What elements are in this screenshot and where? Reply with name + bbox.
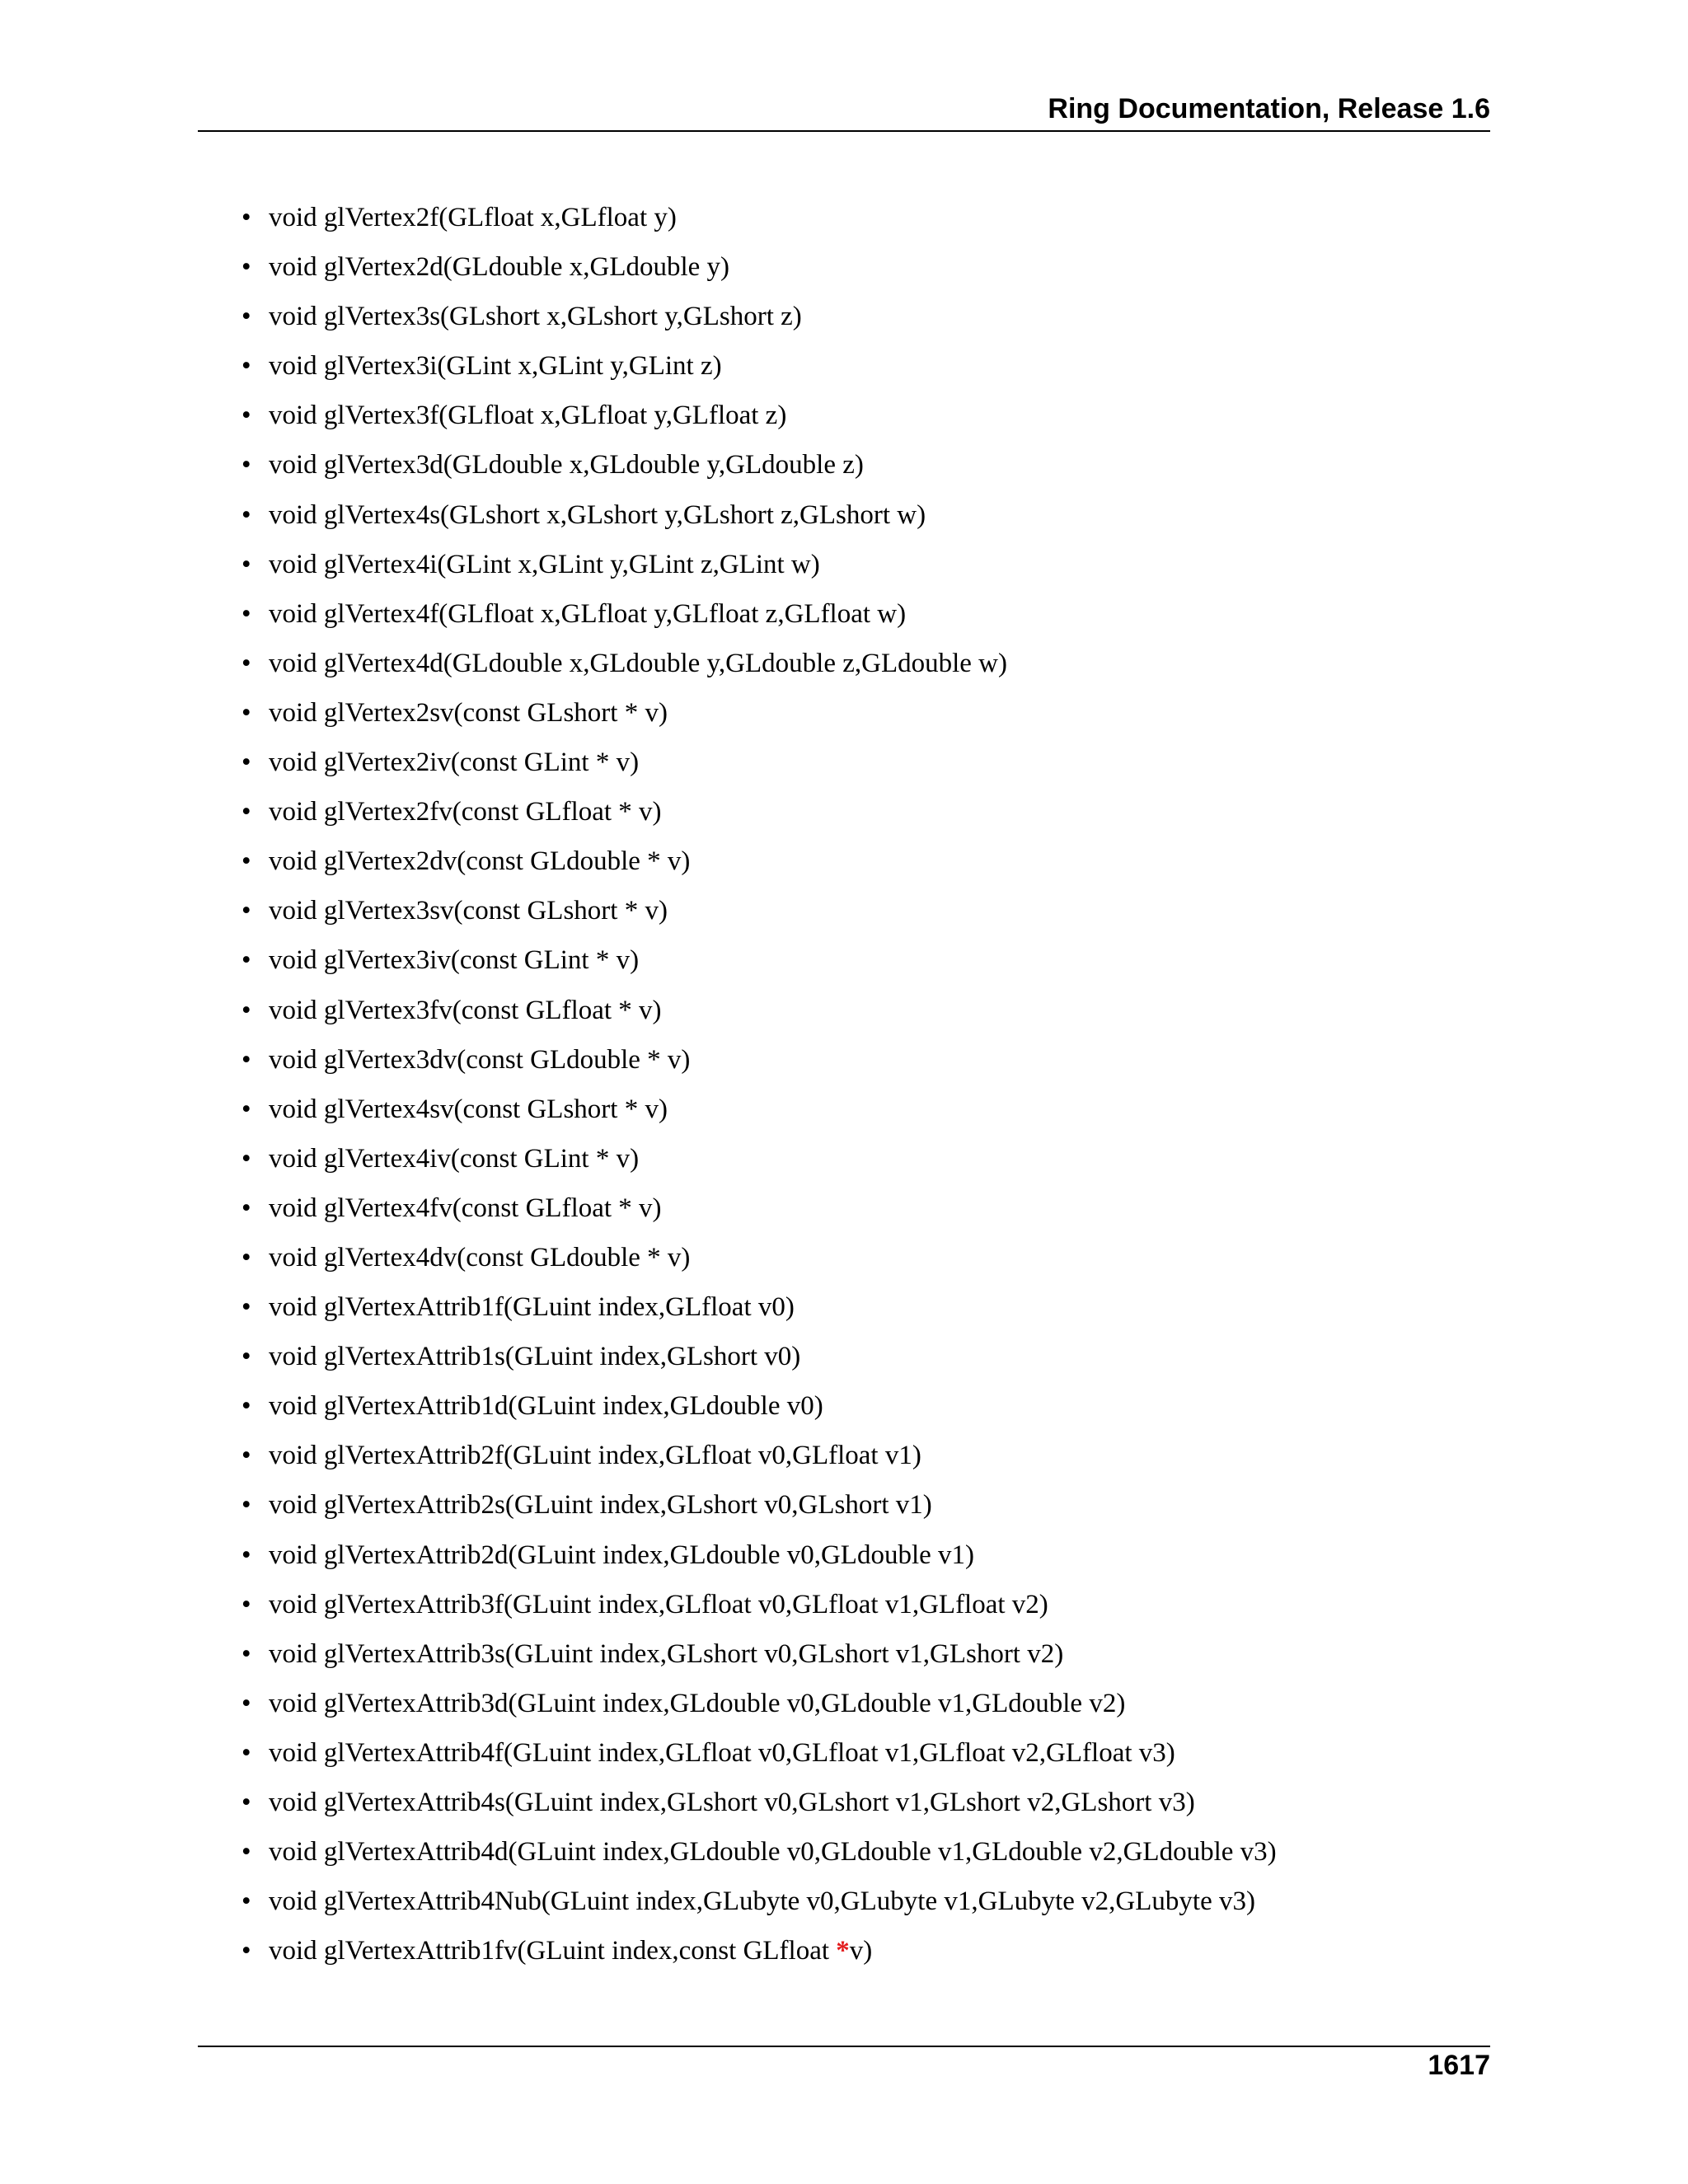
item-text: void glVertexAttrib4d(GLuint index,GLdouble v0,GLdouble v1,GLdouble v2,GLdouble v3) bbox=[269, 1837, 1277, 1868]
list-item bbox=[241, 644, 1277, 693]
list-item bbox=[241, 1287, 1277, 1337]
list-item bbox=[241, 1783, 1277, 1832]
list-item bbox=[241, 1585, 1277, 1634]
item-text: void glVertexAttrib4f(GLuint index,GLfloat v0,GLfloat v1,GLfloat v2,GLfloat v3) bbox=[269, 1737, 1175, 1768]
list-item bbox=[241, 1436, 1277, 1485]
item-text: void glVertex2d(GLdouble x,GLdouble y) bbox=[269, 252, 730, 283]
bullet: • bbox=[241, 401, 251, 431]
item-text: void glVertex4fv(const GLfloat * v) bbox=[269, 1193, 662, 1223]
bullet: • bbox=[241, 648, 251, 678]
list-item bbox=[241, 445, 1277, 494]
list-item bbox=[241, 1040, 1277, 1090]
list-item bbox=[241, 1337, 1277, 1386]
list-item bbox=[241, 594, 1277, 644]
bullet: • bbox=[241, 748, 251, 778]
bullet: • bbox=[241, 1540, 251, 1570]
bullet: • bbox=[241, 1788, 251, 1817]
list-item bbox=[241, 1485, 1277, 1535]
bullet: • bbox=[241, 598, 251, 629]
list-item bbox=[241, 1634, 1277, 1684]
list-item bbox=[241, 1090, 1277, 1139]
item-text: void glVertex4iv(const GLint * v) bbox=[269, 1143, 640, 1174]
bullet: • bbox=[241, 945, 251, 976]
bullet: • bbox=[241, 1292, 251, 1323]
list-item bbox=[241, 841, 1277, 891]
item-text: void glVertex3sv(const GLshort * v) bbox=[269, 896, 668, 926]
list-item bbox=[241, 792, 1277, 841]
item-text: void glVertex3s(GLshort x,GLshort y,GLshort z) bbox=[269, 302, 802, 332]
list-item bbox=[241, 198, 1277, 247]
bullet: • bbox=[241, 1886, 251, 1917]
list-item bbox=[241, 1882, 1277, 1931]
item-text: void glVertexAttrib1f(GLuint index,GLfloat v0) bbox=[269, 1292, 795, 1323]
bullet: • bbox=[241, 1094, 251, 1124]
list-item bbox=[241, 1684, 1277, 1733]
list-item bbox=[241, 1386, 1277, 1436]
bullet: • bbox=[241, 797, 251, 827]
bullet: • bbox=[241, 1193, 251, 1223]
bullet: • bbox=[241, 1837, 251, 1868]
item-text: void glVertexAttrib3f(GLuint index,GLfloat v0,GLfloat v1,GLfloat v2) bbox=[269, 1589, 1048, 1619]
item-text: void glVertex3i(GLint x,GLint y,GLint z) bbox=[269, 351, 722, 382]
list-item bbox=[241, 545, 1277, 594]
running-header-title: Ring Documentation, Release 1.6 bbox=[1048, 93, 1490, 124]
item-text: void glVertex4i(GLint x,GLint y,GLint z,GLint w) bbox=[269, 549, 820, 579]
bullet: • bbox=[241, 1688, 251, 1718]
bullet: • bbox=[241, 302, 251, 332]
item-text-prefix: void glVertexAttrib1fv(GLuint index,const GLfloat bbox=[269, 1936, 837, 1966]
item-text: void glVertex2sv(const GLshort * v) bbox=[269, 697, 668, 728]
item-text: void glVertex3f(GLfloat x,GLfloat y,GLfloat z) bbox=[269, 401, 787, 431]
list-item bbox=[241, 495, 1277, 545]
item-text: void glVertexAttrib4s(GLuint index,GLshort v0,GLshort v1,GLshort v2,GLshort v3) bbox=[269, 1788, 1195, 1817]
list-item bbox=[241, 693, 1277, 743]
item-text: void glVertex3fv(const GLfloat * v) bbox=[269, 995, 662, 1025]
list-item bbox=[241, 991, 1277, 1040]
item-text: void glVertexAttrib1s(GLuint index,GLshort v0) bbox=[269, 1342, 801, 1372]
item-text: void glVertexAttrib2f(GLuint index,GLfloat v0,GLfloat v1) bbox=[269, 1441, 921, 1471]
list-item bbox=[241, 743, 1277, 792]
item-text: void glVertexAttrib2d(GLuint index,GLdouble v0,GLdouble v1) bbox=[269, 1540, 975, 1570]
list-item bbox=[241, 396, 1277, 445]
list-item bbox=[241, 1733, 1277, 1783]
bullet: • bbox=[241, 995, 251, 1025]
item-text: void glVertex4sv(const GLshort * v) bbox=[269, 1094, 668, 1124]
bullet: • bbox=[241, 1490, 251, 1521]
item-text: void glVertexAttrib2s(GLuint index,GLshort v0,GLshort v1) bbox=[269, 1490, 932, 1521]
bullet: • bbox=[241, 549, 251, 579]
list-item bbox=[241, 1832, 1277, 1882]
item-text: void glVertex2fv(const GLfloat * v) bbox=[269, 797, 662, 827]
item-text: void glVertex2dv(const GLdouble * v) bbox=[269, 846, 691, 877]
bullet: • bbox=[241, 1589, 251, 1619]
bullet: • bbox=[241, 846, 251, 877]
item-text: void glVertex3dv(const GLdouble * v) bbox=[269, 1044, 691, 1075]
list-item bbox=[241, 1188, 1277, 1238]
bullet: • bbox=[241, 1044, 251, 1075]
item-text: void glVertexAttrib1d(GLuint index,GLdouble v0) bbox=[269, 1391, 823, 1422]
page-number: 1617 bbox=[1428, 2050, 1490, 2081]
item-text: void glVertex4d(GLdouble x,GLdouble y,GLdouble z,GLdouble w) bbox=[269, 648, 1007, 678]
bullet: • bbox=[241, 1441, 251, 1471]
list-item bbox=[241, 891, 1277, 940]
bullet: • bbox=[241, 351, 251, 382]
list-item bbox=[241, 346, 1277, 396]
bullet: • bbox=[241, 1737, 251, 1768]
footer-rule bbox=[198, 2046, 1490, 2047]
item-text: void glVertex3iv(const GLint * v) bbox=[269, 945, 640, 976]
item-text-suffix: v) bbox=[849, 1936, 873, 1966]
item-text: void glVertex4dv(const GLdouble * v) bbox=[269, 1242, 691, 1272]
bullet: • bbox=[241, 1143, 251, 1174]
item-text: void glVertex3d(GLdouble x,GLdouble y,GLdouble z) bbox=[269, 450, 864, 480]
item-text: void glVertexAttrib3d(GLuint index,GLdouble v0,GLdouble v1,GLdouble v2) bbox=[269, 1688, 1126, 1718]
bullet: • bbox=[241, 450, 251, 480]
bullet: • bbox=[241, 499, 251, 530]
item-text: void glVertex4s(GLshort x,GLshort y,GLshort z,GLshort w) bbox=[269, 499, 926, 530]
function-list bbox=[241, 198, 1277, 1980]
bullet: • bbox=[241, 1638, 251, 1669]
bullet: • bbox=[241, 1936, 251, 1966]
header-rule bbox=[198, 130, 1490, 132]
list-item bbox=[241, 247, 1277, 297]
list-item bbox=[241, 1139, 1277, 1188]
bullet: • bbox=[241, 1391, 251, 1422]
list-item bbox=[241, 940, 1277, 990]
list-item-last bbox=[241, 1931, 1277, 1980]
bullet: • bbox=[241, 697, 251, 728]
bullet: • bbox=[241, 896, 251, 926]
bullet: • bbox=[241, 1342, 251, 1372]
list-item bbox=[241, 1535, 1277, 1585]
list-item bbox=[241, 1238, 1277, 1287]
bullet: • bbox=[241, 203, 251, 232]
pointer-asterisk: * bbox=[836, 1936, 850, 1966]
item-text: void glVertex2f(GLfloat x,GLfloat y) bbox=[269, 203, 677, 232]
bullet: • bbox=[241, 1242, 251, 1272]
list-item bbox=[241, 297, 1277, 346]
item-text: void glVertex2iv(const GLint * v) bbox=[269, 748, 640, 778]
item-text: void glVertexAttrib3s(GLuint index,GLshort v0,GLshort v1,GLshort v2) bbox=[269, 1638, 1064, 1669]
item-text: void glVertex4f(GLfloat x,GLfloat y,GLfloat z,GLfloat w) bbox=[269, 598, 907, 629]
bullet: • bbox=[241, 252, 251, 283]
item-text: void glVertexAttrib4Nub(GLuint index,GLubyte v0,GLubyte v1,GLubyte v2,GLubyte v3) bbox=[269, 1886, 1255, 1917]
